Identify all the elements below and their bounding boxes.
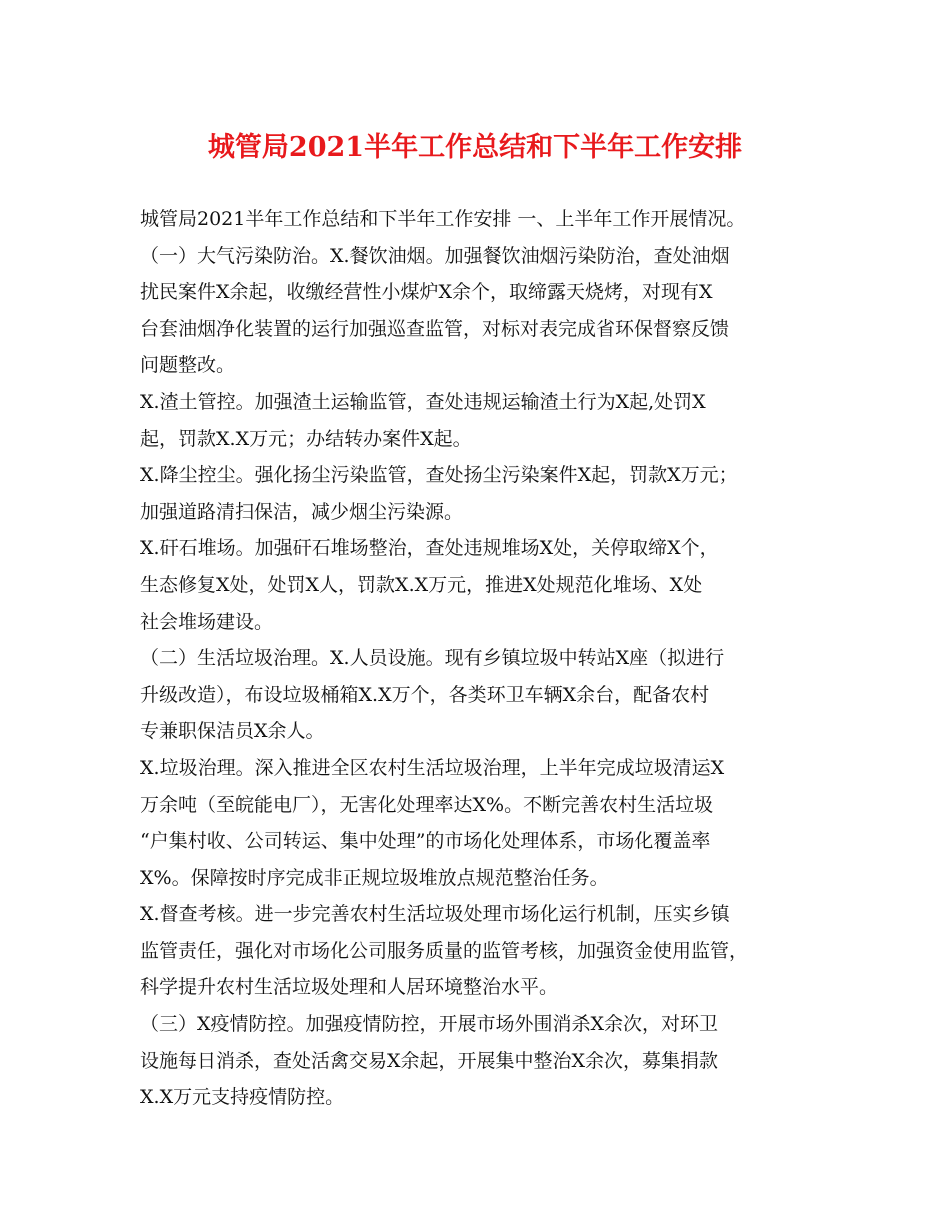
text-line: 加强道路清扫保洁，减少烟尘污染源。 <box>140 500 464 523</box>
text-line: 扰民案件X余起，收缴经营性小煤炉X余个，取缔露天烧烤，对现有X <box>140 281 713 304</box>
text-line: 生态修复X处，处罚X人，罚款X.X万元，推进X处规范化堆场、X处 <box>140 573 703 596</box>
text-line: X.垃圾治理。深入推进全区农村生活垃圾治理，上半年完成垃圾清运X <box>140 756 725 779</box>
text-line: X.矸石堆场。加强矸石堆场整治，查处违规堆场X处，关停取缔X个， <box>140 537 719 560</box>
document-title: 城管局2021半年工作总结和下半年工作安排 <box>207 132 743 163</box>
text-line: X.督查考核。进一步完善农村生活垃圾处理市场化运行机制，压实乡镇 <box>140 903 730 926</box>
text-line: X%。保障按时序完成非正规垃圾堆放点规范整治任务。 <box>140 866 609 889</box>
text-line: X.降尘控尘。强化扬尘污染监管，查处扬尘污染案件X起，罚款X万元； <box>140 464 738 487</box>
text-line: （一）大气污染防治。X.餐饮油烟。加强餐饮油烟污染防治，查处油烟 <box>140 244 730 267</box>
text-line: （三）X疫情防控。加强疫情防控，开展市场外围消杀X余次，对环卫 <box>140 1013 719 1036</box>
text-line: 台套油烟净化装置的运行加强巡查监管，对标对表完成省环保督察反馈 <box>140 317 730 340</box>
text-line: X.渣土管控。加强渣土运输监管，查处违规运输渣土行为X起,处罚X <box>140 390 706 413</box>
text-line: （二）生活垃圾治理。X.人员设施。现有乡镇垃圾中转站X座（拟进行 <box>140 647 725 670</box>
text-line: 问题整改。 <box>140 354 236 377</box>
text-line: 专兼职保洁员X余人。 <box>140 720 325 743</box>
document-body <box>140 201 830 1116</box>
text-line: “户集村收、公司转运、集中处理”的市场化处理体系，市场化覆盖率 <box>140 830 711 853</box>
text-line: 科学提升农村生活垃圾处理和人居环境整治水平。 <box>140 976 559 999</box>
text-line: 万余吨（至皖能电厂），无害化处理率达X%。不断完善农村生活垃圾 <box>140 793 714 816</box>
text-line: X.X万元支持疫情防控。 <box>140 1086 345 1109</box>
text-line: 设施每日消杀，查处活禽交易X余起，开展集中整治X余次，募集捐款 <box>140 1049 719 1072</box>
text-line: 起，罚款X.X万元；办结转办案件X起。 <box>140 427 472 450</box>
text-line: 社会堆场建设。 <box>140 610 274 633</box>
text-line: 城管局2021半年工作总结和下半年工作安排 一、上半年工作开展情况。 <box>140 208 746 230</box>
text-line: 升级改造），布设垃圾桶箱X.X万个，各类环卫车辆X余台，配备农村 <box>140 683 710 706</box>
text-line: 监管责任，强化对市场化公司服务质量的监管考核，加强资金使用监管， <box>140 939 749 962</box>
